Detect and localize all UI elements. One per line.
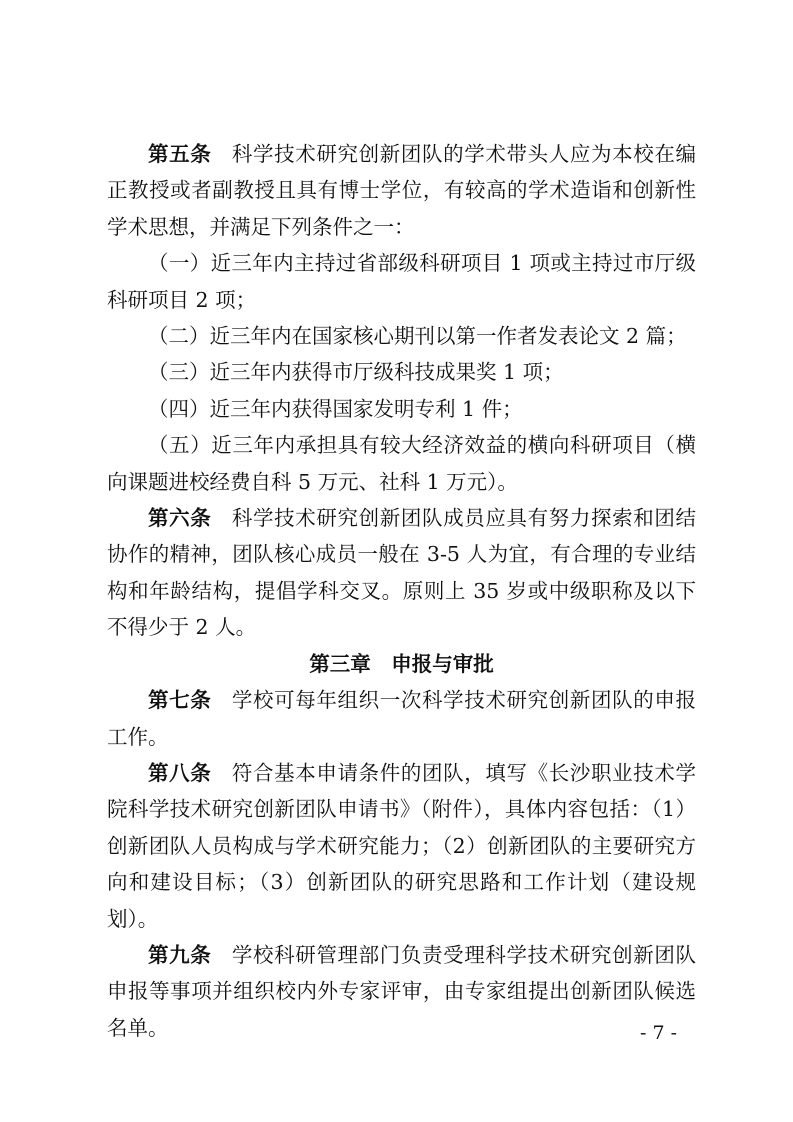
article-5-text: 科学技术研究创新团队的学术带头人应为本校在编正教授或者副教授且具有博士学位，有较高的学术造诣和创新性学术思想，并满足下列条件之一： xyxy=(107,142,696,239)
article-9-number: 第九条 xyxy=(148,942,212,967)
article-5-item-4: （四）近三年内获得国家发明专利 1 件； xyxy=(148,396,523,421)
article-6 xyxy=(107,500,696,646)
chapter-title: 申报与审批 xyxy=(391,651,494,676)
article-9 xyxy=(107,937,696,1046)
article-7 xyxy=(107,682,696,755)
article-5 xyxy=(107,136,696,245)
article-8 xyxy=(107,755,696,937)
article-5-item-2: （二）近三年内在国家核心期刊以第一作者发表论文 2 篇； xyxy=(148,324,687,349)
page-number: - 7 - xyxy=(640,1022,678,1044)
article-8-number: 第八条 xyxy=(148,760,212,785)
article-5-number: 第五条 xyxy=(148,142,212,166)
chapter-number: 第三章 xyxy=(309,651,371,676)
article-8-text: 符合基本申请条件的团队，填写《长沙职业技术学院科学技术研究创新团队申请书》（附件），具体内容包括：（1）创新团队人员构成与学术研究能力；（2）创新团队的主要研究方向和建设目标；（3）创新团队的研究思路和工作计划（建设规划）。 xyxy=(107,760,696,931)
article-5-item-5: （五）近三年内承担具有较大经济效益的横向科研项目（横向课题进校经费自科 5 万元、社科 1 万元）。 xyxy=(107,433,696,494)
article-6-text: 科学技术研究创新团队成员应具有努力探索和团结协作的精神，团队核心成员一般在 3-5 人为宜，有合理的专业结构和年龄结构，提倡学科交叉。原则上 35 岁或中级职称及以下不得少于 2 人。 xyxy=(107,506,696,640)
article-7-text: 学校可每年组织一次科学技术研究创新团队的申报工作。 xyxy=(107,688,696,749)
article-5-item-1: （一）近三年内主持过省部级科研项目 1 项或主持过市厅级科研项目 2 项； xyxy=(107,251,696,312)
article-6-number: 第六条 xyxy=(148,506,212,531)
article-9-text: 学校科研管理部门负责受理科学技术研究创新团队申报等事项并组织校内外专家评审，由专家组提出创新团队候选名单。 xyxy=(107,942,696,1040)
article-7-number: 第七条 xyxy=(148,688,212,713)
chapter-heading xyxy=(107,646,696,682)
article-5-item-3: （三）近三年内获得市厅级科技成果奖 1 项； xyxy=(148,360,564,385)
document-page xyxy=(107,136,696,1046)
